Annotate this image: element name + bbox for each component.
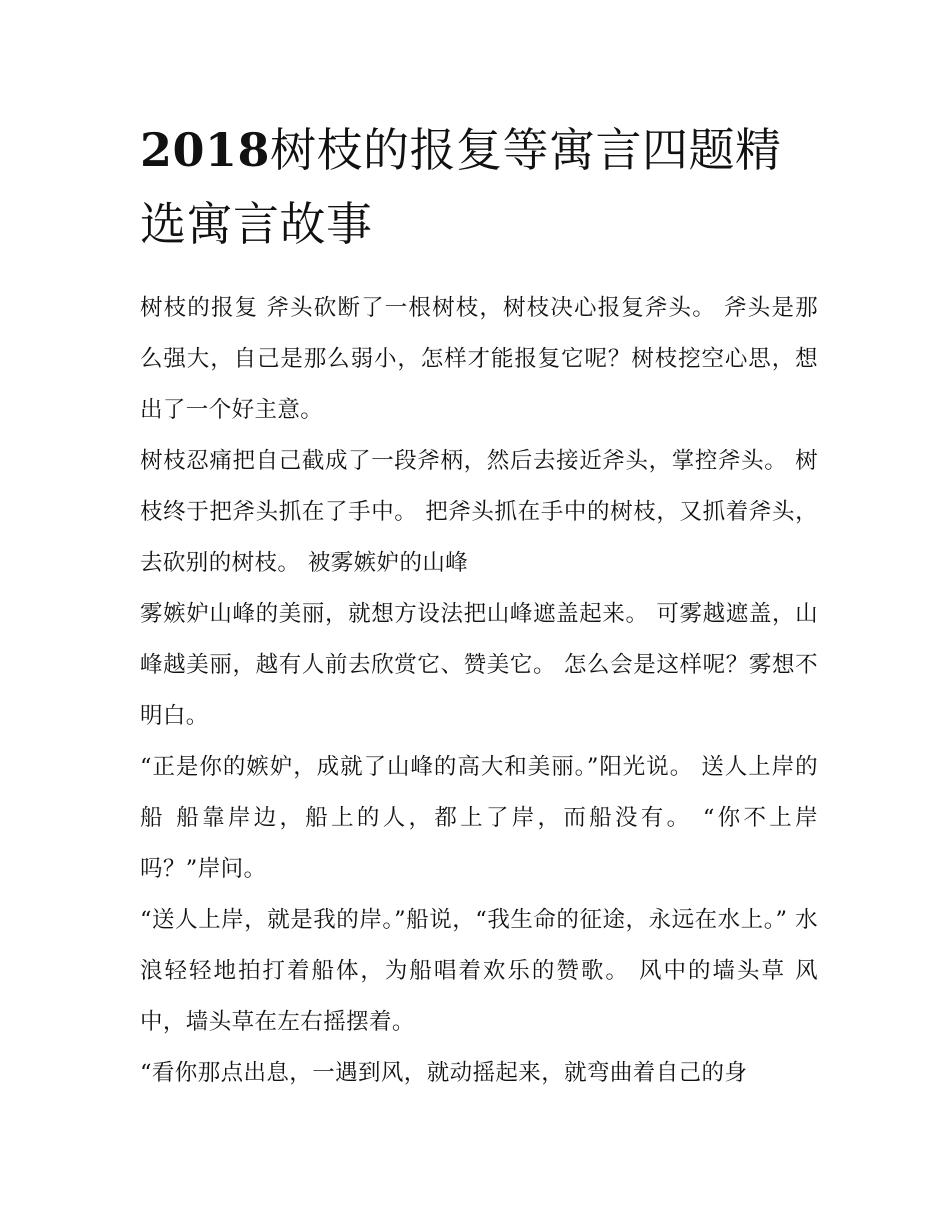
document-title [140, 113, 818, 261]
title-year: 2018 [140, 123, 271, 177]
paragraph-5: “送人上岸，就是我的岸。”船说，“我生命的征途，永远在水上。” 水浪轻轻地拍打着船体，为船唱着欢乐的赞歌。 风中的墙头草 风中，墙头草在左右摇摆着。 [140, 907, 818, 1035]
paragraph-2: 树枝忍痛把自己截成了一段斧柄，然后去接近斧头，掌控斧头。 树枝终于把斧头抓在了手中。 把斧头抓在手中的树枝，又抓着斧头，去砍别的树枝。 被雾嫉妒的山峰 [140, 448, 818, 576]
paragraph-4: “正是你的嫉妒，成就了山峰的高大和美丽。”阳光说。 送人上岸的船 船靠岸边，船上的人，都上了岸，而船没有。 “你不上岸吗？”岸问。 [140, 754, 818, 882]
paragraph-1: 树枝的报复 斧头砍断了一根树枝，树枝决心报复斧头。 斧头是那么强大，自己是那么弱小，怎样才能报复它呢？树枝挖空心思，想出了一个好主意。 [140, 295, 818, 423]
paragraph-6: “看你那点出息，一遇到风，就动摇起来，就弯曲着自己的身 [140, 1060, 748, 1086]
paragraph-3: 雾嫉妒山峰的美丽，就想方设法把山峰遮盖起来。 可雾越遮盖，山峰越美丽，越有人前去欣赏它、赞美它。 怎么会是这样呢？雾想不明白。 [140, 601, 818, 729]
title-text: 树枝的报复等寓言四题精选寓言故事 [140, 123, 782, 251]
